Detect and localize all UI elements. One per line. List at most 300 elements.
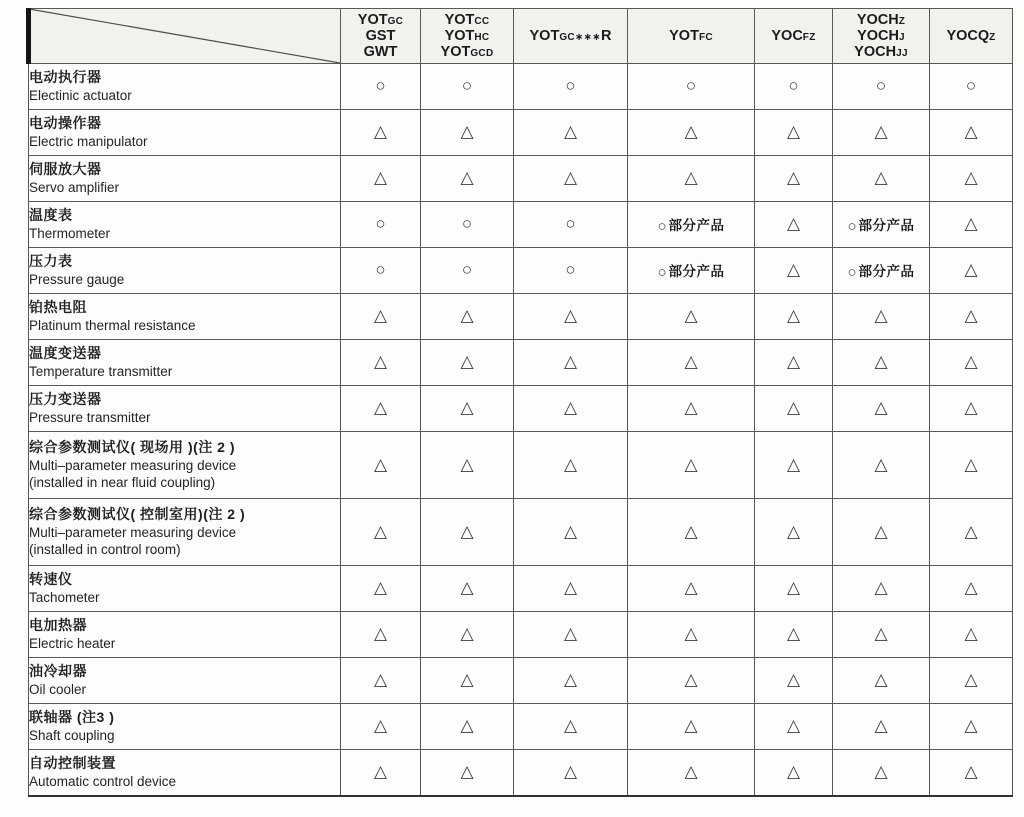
- accessory-name-cn: 温度变送器: [29, 344, 102, 361]
- accessory-name-en: Servo amplifier: [29, 179, 120, 195]
- accessory-name-cn: 电加热器: [29, 616, 87, 633]
- triangle-symbol: △: [373, 521, 388, 541]
- triangle-symbol: △: [373, 168, 388, 187]
- triangle-symbol: △: [460, 521, 474, 541]
- model-name-line: YOCFZ: [771, 27, 816, 44]
- triangle-symbol: △: [684, 670, 698, 689]
- compatibility-cell: [514, 432, 628, 499]
- accessory-name-cell: [29, 432, 341, 499]
- model-name-line: YOTGC∗∗∗R: [529, 27, 612, 44]
- table-row: [29, 156, 1013, 202]
- accessory-name-en: Oil cooler: [29, 681, 87, 697]
- circle-symbol: ○: [965, 76, 977, 95]
- accessory-name-cell: [29, 750, 341, 797]
- triangle-symbol: △: [874, 578, 888, 597]
- compatibility-cell: [514, 704, 628, 750]
- triangle-symbol: △: [373, 122, 388, 141]
- compatibility-cell: [628, 658, 755, 704]
- compatibility-cell: [421, 294, 514, 340]
- compatibility-cell: [514, 499, 628, 566]
- header-row: [29, 9, 1013, 64]
- model-name-line: GWT: [363, 44, 398, 61]
- model-name-line: YOTGC: [357, 11, 404, 28]
- triangle-symbol: △: [786, 578, 801, 597]
- compatibility-cell: [755, 750, 833, 797]
- compatibility-cell: [421, 612, 514, 658]
- compatibility-cell: [341, 110, 421, 156]
- compatibility-cell: [628, 64, 755, 110]
- triangle-symbol: △: [786, 214, 801, 233]
- table-row: [29, 110, 1013, 156]
- compatibility-cell: [514, 294, 628, 340]
- compatibility-cell: [930, 248, 1013, 294]
- compatibility-cell: [514, 156, 628, 202]
- triangle-symbol: △: [563, 122, 578, 141]
- triangle-symbol: △: [563, 398, 578, 417]
- compatibility-cell: [514, 202, 628, 248]
- circle-symbol: ○: [657, 264, 667, 281]
- accessory-name-en: Multi–parameter measuring device: [29, 524, 237, 540]
- model-name-line: YOCQZ: [946, 27, 996, 44]
- circle-symbol: ○: [788, 76, 799, 95]
- table-row: [29, 432, 1013, 499]
- compatibility-cell: [628, 704, 755, 750]
- compatibility-cell: [930, 432, 1013, 499]
- triangle-symbol: △: [460, 624, 474, 643]
- compatibility-cell: [930, 64, 1013, 110]
- triangle-symbol: △: [786, 122, 801, 141]
- triangle-symbol: △: [874, 352, 888, 371]
- accessory-name-cn: 压力表: [29, 252, 73, 269]
- table-row: [29, 64, 1013, 110]
- compatibility-cell: [833, 64, 930, 110]
- accessory-name-cell: [29, 386, 341, 432]
- compatibility-cell: [930, 110, 1013, 156]
- circle-symbol: ○: [375, 214, 386, 233]
- triangle-symbol: △: [874, 624, 888, 643]
- compatibility-cell: [341, 156, 421, 202]
- triangle-symbol: △: [786, 624, 801, 643]
- triangle-symbol: △: [874, 454, 888, 474]
- compatibility-cell: [930, 750, 1013, 797]
- triangle-symbol: △: [373, 454, 388, 474]
- triangle-symbol: △: [460, 306, 474, 325]
- accessory-name-cn: 油冷却器: [29, 662, 87, 679]
- compatibility-cell: [514, 566, 628, 612]
- triangle-symbol: △: [874, 521, 888, 541]
- compatibility-cell: [628, 156, 755, 202]
- compatibility-cell: [833, 499, 930, 566]
- triangle-symbol: △: [964, 716, 978, 735]
- triangle-symbol: △: [373, 624, 388, 643]
- compatibility-cell-partial: [833, 202, 930, 248]
- accessory-name-cell: [29, 340, 341, 386]
- table-row: [29, 750, 1013, 797]
- compatibility-cell: [341, 294, 421, 340]
- circle-symbol: ○: [847, 264, 857, 281]
- triangle-symbol: △: [460, 352, 474, 371]
- compatibility-cell: [930, 704, 1013, 750]
- accessory-name-cn: 电动操作器: [29, 114, 102, 131]
- triangle-symbol: △: [964, 398, 978, 417]
- partial-products-label: 部分产品: [858, 218, 915, 233]
- compatibility-cell: [628, 432, 755, 499]
- triangle-symbol: △: [563, 762, 578, 781]
- accessory-name-cell: [29, 248, 341, 294]
- compatibility-cell: [628, 499, 755, 566]
- triangle-symbol: △: [684, 306, 698, 325]
- triangle-symbol: △: [373, 306, 388, 325]
- compatibility-cell: [833, 658, 930, 704]
- circle-symbol: ○: [685, 76, 697, 95]
- compatibility-cell: [421, 248, 514, 294]
- compatibility-cell: [514, 64, 628, 110]
- compatibility-cell: [755, 566, 833, 612]
- accessory-name-en: Tachometer: [29, 589, 100, 605]
- triangle-symbol: △: [786, 521, 801, 541]
- compatibility-cell: [341, 64, 421, 110]
- triangle-symbol: △: [964, 670, 978, 689]
- compatibility-cell: [930, 499, 1013, 566]
- table-row: [29, 340, 1013, 386]
- column-header-yocqz: [930, 9, 1013, 64]
- compatibility-cell-partial: [628, 248, 755, 294]
- circle-symbol: ○: [565, 214, 576, 233]
- diagonal-divider-line: [29, 9, 340, 63]
- compatibility-cell: [341, 340, 421, 386]
- triangle-symbol: △: [684, 716, 698, 735]
- circle-symbol: ○: [565, 260, 576, 279]
- compatibility-cell: [628, 386, 755, 432]
- triangle-symbol: △: [874, 306, 888, 325]
- accessory-name-cn: 铂热电阻: [29, 298, 87, 315]
- accessory-name-cell: [29, 64, 341, 110]
- compatibility-cell: [833, 566, 930, 612]
- accessory-name-en: Pressure transmitter: [29, 409, 151, 425]
- compatibility-cell: [421, 386, 514, 432]
- compatibility-cell: [628, 340, 755, 386]
- circle-symbol: ○: [657, 218, 667, 235]
- compatibility-cell: [514, 340, 628, 386]
- accessory-name-cn: 电动执行器: [29, 68, 102, 85]
- partial-products-label: 部分产品: [668, 218, 725, 233]
- compatibility-cell: [930, 202, 1013, 248]
- compatibility-cell: [341, 499, 421, 566]
- compatibility-cell: [421, 750, 514, 797]
- compatibility-cell: [833, 110, 930, 156]
- accessory-name-cn: 伺服放大器: [29, 160, 102, 177]
- accessory-name-cell: [29, 658, 341, 704]
- compatibility-cell: [421, 64, 514, 110]
- compatibility-cell: [930, 612, 1013, 658]
- accessory-name-cell: [29, 294, 341, 340]
- compatibility-cell: [514, 386, 628, 432]
- compatibility-cell: [341, 704, 421, 750]
- compatibility-cell: [421, 432, 514, 499]
- model-name-line: YOTCC: [444, 11, 490, 28]
- accessory-name-cell: [29, 566, 341, 612]
- triangle-symbol: △: [964, 521, 978, 541]
- accessory-name-cn: 压力变送器: [29, 390, 102, 407]
- compatibility-cell: [930, 386, 1013, 432]
- accessory-name-en: Shaft coupling: [29, 727, 115, 743]
- compatibility-cell: [833, 432, 930, 499]
- table-row: [29, 499, 1013, 566]
- compatibility-cell-partial: [628, 202, 755, 248]
- table-row: [29, 248, 1013, 294]
- compatibility-cell: [514, 612, 628, 658]
- accessory-name-en: Thermometer: [29, 225, 111, 241]
- triangle-symbol: △: [684, 624, 698, 643]
- triangle-symbol: △: [786, 762, 801, 781]
- accessory-name-cell: [29, 156, 341, 202]
- compatibility-cell: [514, 658, 628, 704]
- triangle-symbol: △: [874, 670, 888, 689]
- partial-products-label: 部分产品: [668, 264, 725, 279]
- compatibility-cell: [514, 248, 628, 294]
- triangle-symbol: △: [563, 352, 578, 371]
- triangle-symbol: △: [373, 352, 388, 371]
- triangle-symbol: △: [460, 578, 474, 597]
- triangle-symbol: △: [786, 352, 801, 371]
- triangle-symbol: △: [460, 762, 474, 781]
- accessories-compatibility-table: [28, 8, 1013, 797]
- compatibility-cell: [755, 499, 833, 566]
- triangle-symbol: △: [563, 670, 578, 689]
- compatibility-cell: [755, 432, 833, 499]
- triangle-symbol: △: [786, 716, 801, 735]
- triangle-symbol: △: [460, 716, 474, 735]
- column-header-yocfz: [755, 9, 833, 64]
- triangle-symbol: △: [786, 670, 801, 689]
- triangle-symbol: △: [460, 670, 474, 689]
- triangle-symbol: △: [786, 260, 801, 279]
- compatibility-cell: [833, 750, 930, 797]
- header-left-thick-border: [26, 8, 31, 64]
- accessory-name-en: Multi–parameter measuring device: [29, 457, 237, 473]
- triangle-symbol: △: [563, 578, 578, 597]
- circle-symbol: ○: [375, 76, 386, 95]
- triangle-symbol: △: [684, 762, 698, 781]
- accessory-name-en: Automatic control device: [29, 773, 177, 789]
- compatibility-cell: [628, 110, 755, 156]
- compatibility-cell: [421, 704, 514, 750]
- compatibility-cell: [421, 658, 514, 704]
- accessory-name-en: Electric manipulator: [29, 133, 148, 149]
- accessory-name-cell: [29, 499, 341, 566]
- compatibility-cell: [341, 750, 421, 797]
- triangle-symbol: △: [964, 306, 978, 325]
- corner-header-cell: [29, 9, 341, 64]
- compatibility-cell: [755, 340, 833, 386]
- triangle-symbol: △: [373, 670, 388, 689]
- model-name-line: GST: [365, 27, 396, 44]
- triangle-symbol: △: [684, 454, 698, 474]
- circle-symbol: ○: [565, 76, 576, 95]
- accessory-name-en: (installed in near fluid coupling): [29, 474, 216, 490]
- triangle-symbol: △: [786, 306, 801, 325]
- corner-label-type: [322, 16, 328, 34]
- accessory-name-en: Pressure gauge: [29, 271, 125, 287]
- model-name-line: YOCHJ: [857, 27, 905, 44]
- triangle-symbol: △: [684, 398, 698, 417]
- triangle-symbol: △: [563, 454, 578, 474]
- compatibility-cell: [755, 156, 833, 202]
- compatibility-cell: [341, 386, 421, 432]
- triangle-symbol: △: [684, 168, 698, 187]
- compatibility-cell: [514, 110, 628, 156]
- accessory-name-cn: 自动控制装置: [29, 754, 116, 771]
- compatibility-cell: [930, 566, 1013, 612]
- accessory-name-en: (installed in control room): [29, 541, 181, 557]
- model-name-line: YOCHZ: [856, 11, 906, 28]
- triangle-symbol: △: [460, 168, 474, 187]
- compatibility-cell: [833, 156, 930, 202]
- accessory-name-cell: [29, 110, 341, 156]
- compatibility-cell: [930, 658, 1013, 704]
- compatibility-cell: [755, 704, 833, 750]
- compatibility-cell: [930, 340, 1013, 386]
- compatibility-cell: [421, 202, 514, 248]
- triangle-symbol: △: [964, 624, 978, 643]
- compatibility-cell: [341, 248, 421, 294]
- compatibility-cell: [514, 750, 628, 797]
- triangle-symbol: △: [684, 352, 698, 371]
- column-header-yochz-yochj-yochjj: [833, 9, 930, 64]
- column-header-yotgc-gst-gwt: [341, 9, 421, 64]
- table-row: [29, 566, 1013, 612]
- triangle-symbol: △: [460, 122, 474, 141]
- accessory-name-cell: [29, 704, 341, 750]
- triangle-symbol: △: [684, 521, 698, 541]
- compatibility-cell: [421, 566, 514, 612]
- triangle-symbol: △: [460, 398, 474, 417]
- compatibility-cell: [833, 612, 930, 658]
- table-row: [29, 658, 1013, 704]
- model-name-line: YOCHJJ: [854, 44, 908, 61]
- triangle-symbol: △: [373, 762, 388, 781]
- accessory-name-en: Temperature transmitter: [29, 363, 173, 379]
- compatibility-cell: [421, 110, 514, 156]
- triangle-symbol: △: [786, 398, 801, 417]
- accessory-name-en: Electric heater: [29, 635, 116, 651]
- compatibility-cell: [755, 612, 833, 658]
- compatibility-cell: [755, 658, 833, 704]
- accessory-name-cn: 联轴器 (注3 ): [29, 708, 115, 725]
- compatibility-cell: [755, 202, 833, 248]
- triangle-symbol: △: [964, 578, 978, 597]
- triangle-symbol: △: [460, 454, 474, 474]
- compatibility-cell: [755, 64, 833, 110]
- compatibility-cell: [421, 340, 514, 386]
- compatibility-cell: [341, 612, 421, 658]
- triangle-symbol: △: [964, 352, 978, 371]
- compatibility-cell: [628, 566, 755, 612]
- triangle-symbol: △: [964, 260, 978, 279]
- circle-symbol: ○: [875, 76, 887, 95]
- triangle-symbol: △: [874, 122, 888, 141]
- compatibility-cell: [341, 658, 421, 704]
- triangle-symbol: △: [684, 122, 698, 141]
- accessory-name-cn: 转速仪: [29, 570, 73, 587]
- model-name-line: YOTHC: [444, 27, 490, 44]
- triangle-symbol: △: [563, 624, 578, 643]
- triangle-symbol: △: [563, 521, 578, 541]
- compatibility-cell: [755, 110, 833, 156]
- triangle-symbol: △: [874, 398, 888, 417]
- table-row: [29, 294, 1013, 340]
- accessory-name-cell: [29, 202, 341, 248]
- compatibility-cell: [628, 750, 755, 797]
- column-header-yotgc-r: [514, 9, 628, 64]
- table-row: [29, 612, 1013, 658]
- compatibility-cell: [755, 294, 833, 340]
- triangle-symbol: △: [874, 716, 888, 735]
- compatibility-cell: [930, 156, 1013, 202]
- accessory-name-cell: [29, 612, 341, 658]
- compatibility-cell: [341, 432, 421, 499]
- column-header-yotfc: [628, 9, 755, 64]
- circle-symbol: ○: [461, 214, 473, 233]
- compatibility-cell: [755, 248, 833, 294]
- compatibility-cell: [421, 499, 514, 566]
- compatibility-cell: [755, 386, 833, 432]
- compatibility-cell: [421, 156, 514, 202]
- triangle-symbol: △: [786, 454, 801, 474]
- compatibility-cell: [341, 202, 421, 248]
- triangle-symbol: △: [373, 716, 388, 735]
- corner-label-accessories: [41, 40, 49, 58]
- accessory-name-en: Platinum thermal resistance: [29, 317, 196, 333]
- triangle-symbol: △: [373, 578, 388, 597]
- accessory-name-cn: 温度表: [29, 206, 73, 223]
- triangle-symbol: △: [684, 578, 698, 597]
- compatibility-cell: [341, 566, 421, 612]
- model-name-line: YOTGCD: [440, 44, 494, 61]
- triangle-symbol: △: [964, 122, 978, 141]
- circle-symbol: ○: [461, 260, 473, 279]
- compatibility-cell-partial: [833, 248, 930, 294]
- circle-symbol: ○: [847, 218, 857, 235]
- triangle-symbol: △: [964, 214, 978, 233]
- circle-symbol: ○: [375, 260, 386, 279]
- triangle-symbol: △: [563, 716, 578, 735]
- compatibility-cell: [833, 340, 930, 386]
- compatibility-cell: [930, 294, 1013, 340]
- triangle-symbol: △: [874, 168, 888, 187]
- triangle-symbol: △: [964, 762, 978, 781]
- circle-symbol: ○: [461, 76, 473, 95]
- accessory-name-en: Electinic actuator: [29, 87, 132, 103]
- triangle-symbol: △: [563, 306, 578, 325]
- partial-products-label: 部分产品: [858, 264, 915, 279]
- compatibility-cell: [628, 294, 755, 340]
- compatibility-cell: [628, 612, 755, 658]
- compatibility-cell: [833, 704, 930, 750]
- accessory-name-cn: 综合参数测试仪( 控制室用)(注 2 ): [29, 505, 246, 522]
- triangle-symbol: △: [964, 454, 978, 474]
- compatibility-cell: [833, 294, 930, 340]
- triangle-symbol: △: [373, 398, 388, 417]
- table-row: [29, 202, 1013, 248]
- model-name-line: YOTFC: [669, 27, 713, 44]
- table-row: [29, 386, 1013, 432]
- triangle-symbol: △: [874, 762, 888, 781]
- triangle-symbol: △: [786, 168, 801, 187]
- compatibility-cell: [833, 386, 930, 432]
- triangle-symbol: △: [964, 168, 978, 187]
- column-header-yotcc-yothc-yotgcd: [421, 9, 514, 64]
